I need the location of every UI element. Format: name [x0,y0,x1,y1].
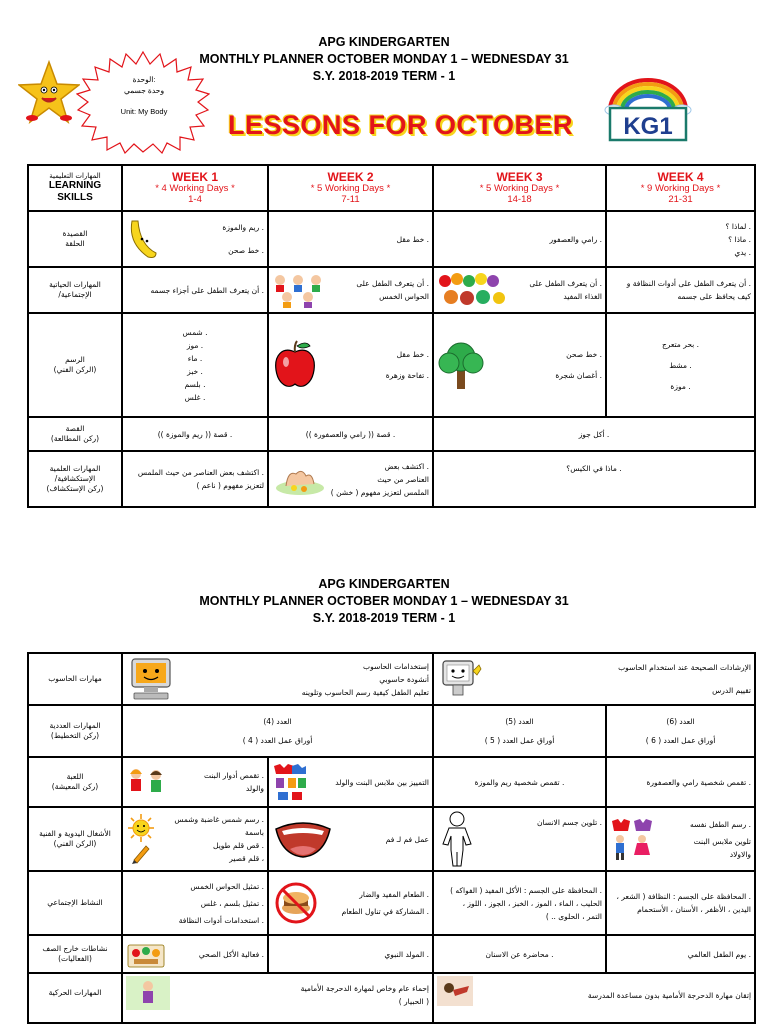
skill-cell [28,267,122,313]
touch-hands-icon [272,462,328,496]
kg1-rainbow-badge [602,76,694,144]
week-3-cell [433,807,606,871]
roll-exercise-icon [437,976,473,1006]
week-4-cell [606,935,755,973]
week-1-cell [122,871,268,935]
cell-line: . تقمص شخصية رامي والعصفورة [646,777,752,787]
cell-line: . لماذا ؟ [725,221,751,231]
cell-line: الحواس الخمس [379,292,429,301]
cell-line: . اكتشف بعض العناصر من حيث الملمس [137,468,264,477]
week-4-cell [606,871,755,935]
week-days: * 5 Working Days * [310,183,391,194]
lessons-title: LESSONS FOR OCTOBER [228,110,574,140]
five-senses-kids-icon [272,272,326,308]
week-4-header [606,165,755,211]
week-3-header [433,165,606,211]
cell-line: ، قلم قصير [229,854,264,863]
cell-line: العدد (4) [263,717,292,726]
cell-line: . بلسم [184,380,206,389]
table-row [28,313,755,417]
week-title: WEEK 1 [171,170,218,184]
cell-line: . أكل جوز [578,429,610,439]
unit-burst-text [92,74,196,117]
cell-line: . ماء [187,354,203,363]
table-row [28,451,755,507]
skill-label: المهارات الحركية [48,988,102,997]
cell-line: . يدي [734,247,751,257]
cell-line: أوراق عمل العدد ( 4 ) [242,736,313,745]
week-4-cell [606,267,755,313]
skill-label: المهارات الحياتية [49,280,101,289]
skill-label: /الإستكشافية [54,474,96,483]
skill-cell [28,417,122,451]
unit-name-ar: وحدة جسمي [123,86,165,95]
skill-cell [28,705,122,757]
cell-line: . خط مقل [396,234,429,244]
tree-icon [437,339,485,391]
school-name: APG KINDERGARTEN [318,577,450,591]
cell-line: . خط مقل [396,350,429,359]
week-3-cell [433,313,606,417]
cell-line: . موزة [670,381,691,391]
week-range: 14-18 [507,194,532,205]
week-title: WEEK 4 [657,170,704,184]
computer-thumbs-up-icon [437,657,483,701]
week-range: 7-11 [341,194,360,205]
sun-pencil-group [126,814,156,864]
cell-line: . ريم والموزة [222,223,264,232]
week-3-4-cell [433,417,755,451]
skill-label: (الركن الفني) [53,839,97,848]
header-block-2 [0,576,768,627]
week-title: WEEK 2 [327,170,374,184]
lessons-table [27,164,756,508]
week-3-cell [433,935,606,973]
cell-line: اليدين ، الأظفر ، الأسنان ، الأستحمام [637,905,752,914]
computer-mascot-icon [126,657,176,701]
skill-label: اللعبة [66,772,84,781]
week-1-cell [122,267,268,313]
skill-cell [28,757,122,807]
table-row [28,653,755,705]
mouth-icon [272,819,334,859]
cell-line: باسمة [244,828,264,837]
table-row [28,267,755,313]
table-row [28,935,755,973]
week-2-header [268,165,433,211]
week-1-header [122,165,268,211]
week-days: * 4 Working Days * [155,183,235,194]
cell-line: . استخدامات أدوات النظافة [178,915,264,925]
unit-name-en: Unit: My Body [120,107,168,116]
cell-line: تقييم الدرس [712,686,752,695]
cell-line: . ماذا في الكيس؟ [566,464,622,473]
skill-label: (ركن التخطيط) [50,731,100,740]
skill-cell [28,313,122,417]
skill-label: مهارات الحاسوب [48,674,102,683]
cell-line: أوراق عمل العدد ( 6 ) [645,736,716,745]
banana-icon [126,217,160,261]
skill-label: (الركن الفني) [53,365,97,374]
cell-line: تلوين ملابس البنت [693,836,752,846]
cell-line: . تلوين جسم الانسان [536,818,603,827]
human-body-outline-icon [437,810,477,868]
week-days: * 5 Working Days * [479,183,560,194]
cell-line: إتقان مهارة الدحرجة الأمامية بدون مساعدة المدرسة [587,990,752,1000]
week-4-cell [606,757,755,807]
week-3-cell [433,757,606,807]
school-year: S.Y. 2018-2019 TERM - 1 [312,69,456,83]
skill-label: (الفعاليات) [58,954,92,963]
cell-line: . رامي والعصفور [549,234,602,244]
skill-label: النشاط الإجتماعي [47,898,103,907]
cell-line: . أن يتعرف الطفل على أجزاء جسمه [150,285,264,295]
clothes-icon [272,762,308,802]
week-2-cell [268,313,433,417]
cell-line: . رسم الطفل نفسه [690,819,752,829]
skill-label: نشاطات خارج الصف [42,944,108,953]
cell-line: التمر ، الحلوى .. ) [545,911,603,921]
child-exercise-icon [126,976,170,1010]
skill-cell [28,211,122,267]
cell-line: . بحر متعرج [661,339,700,349]
weeks-3-4-cell [433,973,755,1023]
cell-line: . خط صحن [228,246,264,255]
cell-line: . محاضرة عن الاسنان [485,949,554,959]
cell-line: الحليب ، الماء ، الموز ، الخبز ، الجوز ، اللوز ، [462,898,603,908]
skill-label: القصة [65,424,85,433]
cell-line: لتعزيز مفهوم ( ناعم ) [196,481,264,490]
week-3-4-cell [433,451,755,507]
cell-line: . تفاحة وزهرة [385,371,429,380]
skills-table [27,652,756,1024]
week-4-cell [606,313,755,417]
kids-clothes-icon [610,817,654,861]
week-1-cell [122,211,268,267]
cell-line: . رسم شمس غاضبة وشمس [174,815,264,824]
skill-cell [28,451,122,507]
cell-line: . خبز [187,367,203,376]
learning-skills-header [28,165,122,211]
cell-line: . المحافظة على الجسم : الأكل المفيد ( الفواكه ) [450,885,603,895]
weeks-1-2-cell [122,973,433,1023]
weeks-1-2-cell [122,705,433,757]
school-name: APG KINDERGARTEN [318,35,450,49]
cell-line: . ماذا ؟ [728,234,751,244]
cell-line: . شمس [182,328,208,337]
planner-title: MONTHLY PLANNER OCTOBER MONDAY 1 – WEDNESDAY 31 [199,52,569,66]
week-1-cell [122,313,268,417]
skill-label: الرسم [65,355,85,364]
skill-label: الحلقة [65,239,85,248]
cell-line: العدد (6) [666,717,695,726]
cell-line: . أغصان شجرة [555,371,602,380]
week-2-cell [268,267,433,313]
weeks-3-4-cell [433,653,755,705]
cell-line: . قصة (( رامي والعصفورة )) [305,429,396,439]
week-1-cell [122,417,268,451]
week-title: WEEK 3 [496,170,543,184]
cell-line: . تقمص أدوار البنت [204,771,264,780]
skill-label: القصيدة [62,229,88,238]
cell-line: . المحافظة على الجسم : النظافة ( الشعر ، [616,892,752,901]
table-row [28,973,755,1023]
cell-line: . المشاركة في تناول الطعام [341,907,430,916]
cell-line: أوراق عمل العدد ( 5 ) [484,736,555,745]
skill-cell [28,935,122,973]
week-header-row [28,165,755,211]
week-2-cell [268,807,433,871]
week-1-cell [122,807,268,871]
cell-line: . الطعام المفيد والضار [359,890,430,899]
cell-line: الإرشادات الصحيحة عند استخدام الحاسوب [618,663,752,672]
unit-label-ar: الوحدة: [132,75,156,84]
week-2-cell [268,417,433,451]
cell-line: . قص قلم طويل [213,841,264,850]
cell-line: والاولاد [729,849,752,859]
skill-label: المهارات العددية [49,721,101,730]
cell-line: . أن يتعرف الطفل على [356,279,429,288]
cell-line: . أن يتعرف الطفل على [529,279,602,288]
sun-icon [126,814,156,842]
learning-skills-ar: المهارات التعليمية [49,172,101,180]
learning-skills-en: LEARNING SKILLS [48,180,102,203]
skill-cell [28,973,122,1023]
cell-line: . تمثيل الحواس الخمس [190,881,264,891]
skill-label: (ركن الإستكشاف) [46,484,104,493]
cell-line: . تقمص شخصية ريم والموزة [474,777,565,787]
weeks-1-2-cell [122,653,433,705]
week-2-cell [268,871,433,935]
cell-line: . فعالية الأكل الصحي [198,949,264,959]
cell-line: . اكتشف بعض [384,461,429,471]
cell-line: . غلس [184,393,206,402]
cell-line: . قصة (( ريم والموزة )) [157,429,233,439]
skill-cell [28,871,122,935]
school-year: S.Y. 2018-2019 TERM - 1 [312,611,456,625]
skill-label: (ركن المعيشة) [51,782,99,791]
week-2-cell [268,451,433,507]
cell-line: . يوم الطفل العالمي [687,949,752,959]
cell-line: والولد [245,784,264,793]
week-1-cell [122,935,268,973]
table-row [28,705,755,757]
skill-cell [28,807,122,871]
week-4-cell [606,807,755,871]
cell-line: . خط صحن [566,350,602,359]
healthy-food-icon [437,271,507,309]
cell-line: . أن يتعرف الطفل على أدوات النظافة و [626,279,751,288]
week-1-cell [122,757,268,807]
pencil-icon [130,842,152,864]
cell-line: . تمثيل بلسم ، غلس [200,898,264,908]
week-4-cell [606,705,755,757]
week-3-cell [433,705,606,757]
apple-icon [272,340,318,390]
cell-line: . موز [186,341,204,350]
cell-line: التمييز بين ملابس البنت والولد [335,777,430,787]
cell-line: إستخدامات الحاسوب [363,661,430,671]
kg1-label: KG1 [623,113,673,140]
skill-label: المهارات العلمية [49,464,101,473]
week-3-cell [433,267,606,313]
healthy-meal-icon [126,939,166,969]
cell-line: . المولد النبوي [384,949,430,959]
skill-label: (ركن المطالعة) [50,434,100,443]
cell-line: أنشودة حاسوبي [379,674,430,684]
cell-line: عمل فم لـ فم [385,834,430,844]
cell-line: الغذاء المفيد [563,292,602,301]
week-2-cell [268,757,433,807]
cell-line: . مشط [669,360,692,370]
no-junk-food-icon [272,882,320,924]
skill-label: الأشغال اليدوية و الفنية [39,829,111,838]
table-row [28,871,755,935]
week-1-cell [122,451,268,507]
week-2-cell [268,211,433,267]
cell-line: إحماء عام وخاص لمهارة الدحرجة الأمامية [300,984,430,993]
table-row [28,417,755,451]
week-range: 1-4 [188,194,202,205]
skill-cell [28,653,122,705]
week-days: * 9 Working Days * [640,183,721,194]
cell-line: الملمس لتعزيز مفهوم ( خشن ) [330,487,429,497]
planner-title: MONTHLY PLANNER OCTOBER MONDAY 1 – WEDNESDAY 31 [199,594,569,608]
star-mascot-icon [18,60,80,126]
week-range: 21-31 [668,194,693,205]
kids-playing-icon [126,767,170,797]
skill-label: /الإجتماعية [58,290,92,299]
cell-line: تعليم الطفل كيفية رسم الحاسوب وتلوينه [301,687,430,697]
table-row [28,807,755,871]
cell-line: كيف يحافظ على جسمه [677,292,751,301]
table-row [28,757,755,807]
week-4-cell [606,211,755,267]
week-3-cell [433,871,606,935]
week-3-cell [433,211,606,267]
cell-line: العدد (5) [505,717,534,726]
table-row [28,211,755,267]
cell-line: العناصر من حيث [377,474,429,484]
week-2-cell [268,935,433,973]
cell-line: ( الحبيار ) [398,997,430,1006]
